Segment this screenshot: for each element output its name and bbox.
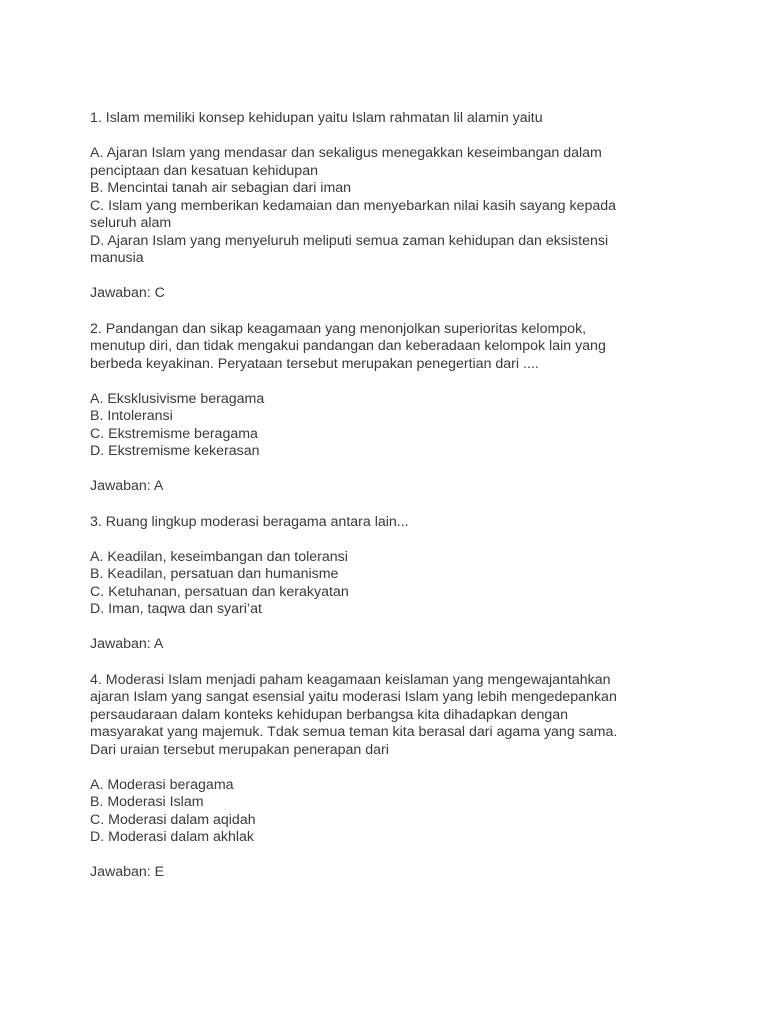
option-line: A. Moderasi beragama xyxy=(90,776,234,793)
option-line: B. Moderasi Islam xyxy=(90,794,204,810)
option-list xyxy=(90,777,690,847)
question-2 xyxy=(90,321,690,496)
question-1 xyxy=(90,110,690,303)
stem-line: berbeda keyakinan. Peryataan tersebut merupakan penegertian dari .... xyxy=(90,355,539,372)
option-line: penciptaan dan kesatuan kehidupan xyxy=(90,162,318,179)
stem-line: menutup diri, dan tidak mengakui pandangan dan keberadaan kelompok lain yang xyxy=(90,338,606,354)
question-stem xyxy=(90,514,690,532)
option-line: B. Mencintai tanah air sebagian dari iman xyxy=(90,180,352,196)
option-list xyxy=(90,391,690,461)
option-line: D. Ajaran Islam yang menyeluruh meliputi semua zaman kehidupan dan eksistensi xyxy=(90,232,609,249)
stem-line: ajaran Islam yang sangat esensial yaitu moderasi Islam yang lebih mengedepankan xyxy=(90,689,617,705)
question-3 xyxy=(90,514,690,654)
option-line: C. Moderasi dalam aqidah xyxy=(90,811,256,828)
option-line: A. Keadilan, keseimbangan dan toleransi xyxy=(90,548,348,565)
option-line: B. Intoleransi xyxy=(90,408,173,424)
stem-line: 2. Pandangan dan sikap keagamaan yang menonjolkan superioritas kelompok, xyxy=(90,320,587,337)
stem-line: 4. Moderasi Islam menjadi paham keagamaan keislaman yang mengewajantahkan xyxy=(90,671,611,688)
stem-line: masyarakat yang majemuk. Tdak semua teman kita berasal dari agama yang sama. xyxy=(90,724,618,740)
answer-line: Jawaban: C xyxy=(90,285,165,301)
option-line: D. Moderasi dalam akhlak xyxy=(90,829,255,845)
option-line: A. Eksklusivisme beragama xyxy=(90,390,265,407)
option-line: C. Islam yang memberikan kedamaian dan menyebarkan nilai kasih sayang kepada xyxy=(90,197,617,214)
option-line: C. Ekstremisme beragama xyxy=(90,425,258,442)
answer-line: Jawaban: A xyxy=(90,636,164,652)
option-line: B. Keadilan, persatuan dan humanisme xyxy=(90,566,339,582)
option-line: D. Ekstremisme kekerasan xyxy=(90,443,260,459)
question-stem xyxy=(90,110,690,128)
stem-line: Dari uraian tersebut merupakan penerapan dari xyxy=(90,741,389,758)
stem-line: 1. Islam memiliki konsep kehidupan yaitu Islam rahmatan lil alamin yaitu xyxy=(90,110,543,126)
option-line: A. Ajaran Islam yang mendasar dan sekaligus menegakkan keseimbangan dalam xyxy=(90,145,602,161)
question-stem xyxy=(90,672,690,760)
option-line: manusia xyxy=(90,250,144,266)
document-page xyxy=(90,110,690,900)
option-line: C. Ketuhanan, persatuan dan kerakyatan xyxy=(90,583,349,600)
question-stem xyxy=(90,321,690,374)
option-line: seluruh alam xyxy=(90,215,172,231)
option-line: D. Iman, taqwa dan syari’at xyxy=(90,601,262,617)
answer-line: Jawaban: E xyxy=(90,864,165,880)
question-4 xyxy=(90,672,690,882)
answer-line: Jawaban: A xyxy=(90,478,164,494)
stem-line: persaudaraan dalam konteks kehidupan berbangsa kita dihadapkan dengan xyxy=(90,706,569,723)
option-list xyxy=(90,549,690,619)
stem-line: 3. Ruang lingkup moderasi beragama antara lain... xyxy=(90,513,409,530)
option-list xyxy=(90,145,690,268)
